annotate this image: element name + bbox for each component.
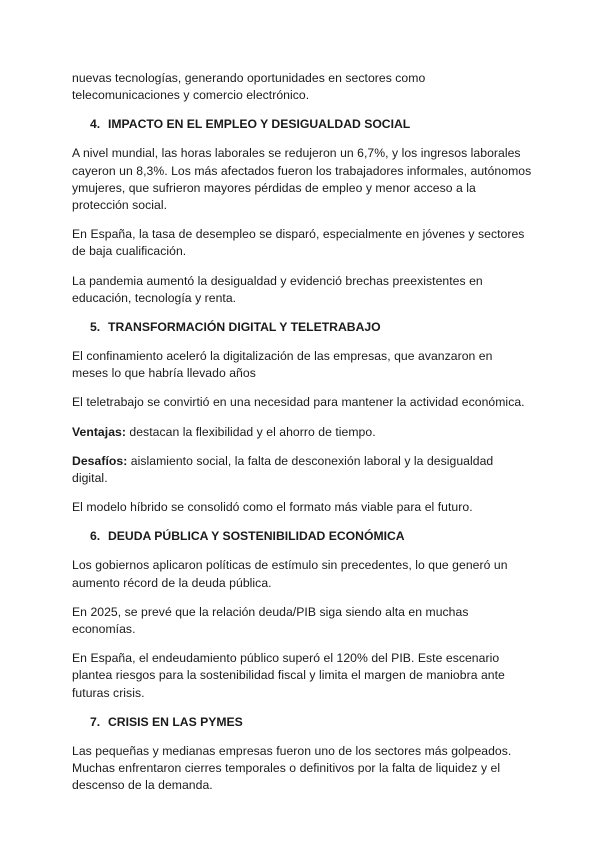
desafios-label: Desafíos:: [72, 453, 128, 468]
section-5-heading: [72, 319, 532, 336]
section-7-paragraph-1: Las pequeñas y medianas empresas fueron uno de los sectores más golpeados. Muchas enfrentaron cierres temporales o definitivos por la falta de liquidez y el descenso de la demanda.: [72, 743, 512, 793]
section-5-closing: El modelo híbrido se consolidó como el formato más viable para el futuro.: [72, 500, 473, 515]
section-6-paragraph-1: Los gobiernos aplicaron políticas de estímulo sin precedentes, lo que generó un aumento récord de la deuda pública.: [72, 558, 508, 590]
section-4-number: 4.: [90, 117, 101, 132]
section-4-title: IMPACTO EN EL EMPLEO Y DESIGUALDAD SOCIAL: [108, 117, 411, 132]
section-5-title: TRANSFORMACIÓN DIGITAL Y TELETRABAJO: [108, 320, 381, 335]
section-5-number: 5.: [90, 320, 101, 335]
ventajas-label: Ventajas:: [72, 424, 126, 439]
section-4-paragraph-2: En España, la tasa de desempleo se disparó, especialmente en jóvenes y sectores de baja cualificación.: [72, 227, 525, 259]
section-7-title: CRISIS EN LAS PYMES: [108, 714, 243, 729]
document-body: [72, 70, 532, 794]
section-6-heading: [72, 528, 532, 545]
ventajas-text: destacan la flexibilidad y el ahorro de tiempo.: [125, 424, 376, 439]
section-5-paragraph-2: El teletrabajo se convirtió en una necesidad para mantener la actividad económica.: [72, 395, 525, 410]
section-5-paragraph-1: El confinamiento aceleró la digitalización de las empresas, que avanzaron en meses lo que habría llevado años: [72, 349, 493, 381]
desafios-text: aislamiento social, la falta de desconexión laboral y la desigualdad digital.: [72, 453, 494, 486]
section-4-paragraph-1: A nivel mundial, las horas laborales se redujeron un 6,7%, y los ingresos laborales cayeron un 8,3%. Los más afectados fueron los trabajadores informales, autónomos ymujeres, que sufrieron mayores pérdidas de empleo y menor acceso a la protección social.: [72, 146, 532, 213]
section-4-paragraph-3: La pandemia aumentó la desigualdad y evidenció brechas preexistentes en educación, tecnología y renta.: [72, 273, 483, 305]
section-6-title: DEUDA PÚBLICA Y SOSTENIBILIDAD ECONÓMICA: [108, 529, 405, 544]
section-6-paragraph-2: En 2025, se prevé que la relación deuda/PIB siga siendo alta en muchas economías.: [72, 604, 469, 637]
section-5-ventajas: [72, 424, 532, 441]
section-7-heading: [72, 714, 532, 731]
section-5-desafios: [72, 453, 532, 487]
section-6-paragraph-3: En España, el endeudamiento público superó el 120% del PIB. Este escenario plantea riesgos para la sostenibilidad fiscal y limita el margen de maniobra ante futuras crisis.: [72, 651, 505, 700]
section-4-heading: [72, 116, 532, 133]
section-7-number: 7.: [90, 714, 101, 729]
intro-paragraph: nuevas tecnologías, generando oportunidades en sectores como telecomunicaciones y comercio electrónico.: [72, 71, 426, 103]
section-6-number: 6.: [90, 529, 101, 544]
